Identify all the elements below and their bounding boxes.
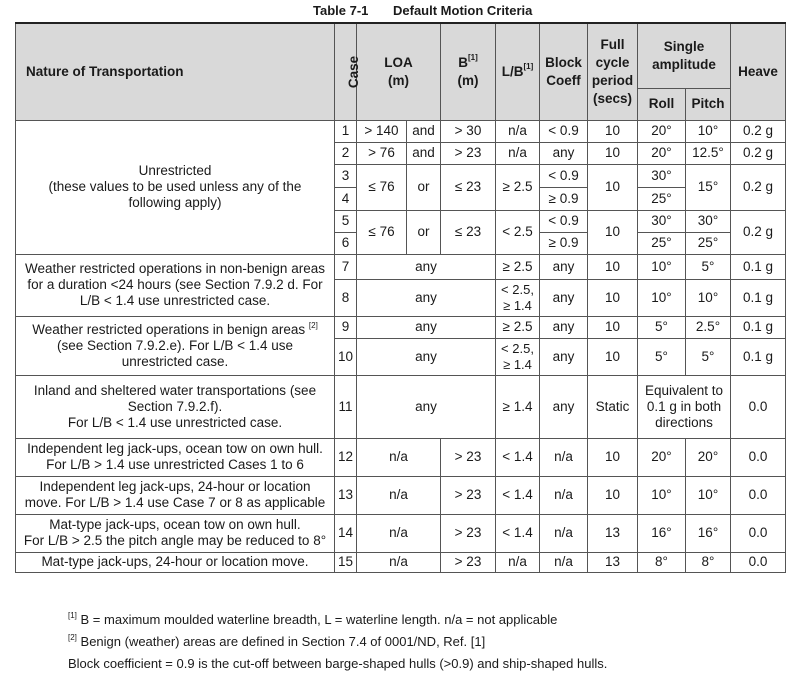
lb-value: ≥ 1.4 — [496, 375, 540, 438]
header-single-amplitude: Single amplitude — [638, 23, 731, 88]
b-value: ≤ 23 — [441, 210, 496, 254]
loa-value: n/a — [357, 514, 441, 552]
b-value: > 30 — [441, 120, 496, 142]
header-heave: Heave — [731, 23, 786, 120]
heave-value: 0.2 g — [731, 164, 786, 210]
cb-value: any — [540, 254, 588, 279]
header-row — [16, 23, 786, 88]
roll-value: 30° — [638, 164, 686, 187]
period-value: 10 — [588, 254, 638, 279]
loa-value: n/a — [357, 438, 441, 476]
b-value: > 23 — [441, 552, 496, 572]
dims-value: any — [357, 338, 496, 375]
case-number: 7 — [335, 254, 357, 279]
lb-value: ≥ 2.5 — [496, 164, 540, 210]
heave-value: 0.0 — [731, 438, 786, 476]
period-value: 10 — [588, 338, 638, 375]
pitch-value: 8° — [686, 552, 731, 572]
loa-value: ≤ 76 — [357, 210, 407, 254]
header-roll: Roll — [638, 88, 686, 120]
period-value: 10 — [588, 438, 638, 476]
period-value: Static — [588, 375, 638, 438]
b-value: > 23 — [441, 476, 496, 514]
roll-value: 25° — [638, 232, 686, 254]
heave-value: 0.2 g — [731, 142, 786, 164]
nature-weather-benign: Weather restricted operations in benign areas [2] (see Section 7.9.2.e). For L/B < 1.4 use unrestricted case. — [16, 316, 335, 375]
case-number: 12 — [335, 438, 357, 476]
loa-value: n/a — [357, 552, 441, 572]
loa-b-conjunction: and — [407, 120, 441, 142]
pitch-value: 20° — [686, 438, 731, 476]
cb-value: < 0.9 — [540, 164, 588, 187]
header-lb: L/B[1] — [496, 23, 540, 120]
lb-value: < 2.5 — [496, 210, 540, 254]
header-pitch: Pitch — [686, 88, 731, 120]
cb-value: ≥ 0.9 — [540, 232, 588, 254]
footnote-2: [2] Benign (weather) areas are defined in Section 7.4 of 0001/ND, Ref. [1] — [68, 633, 486, 649]
pitch-value: 15° — [686, 164, 731, 210]
table-row — [16, 254, 786, 279]
amplitude-equivalent: Equivalent to 0.1 g in both directions — [638, 375, 731, 438]
header-case: Case — [335, 23, 357, 120]
period-value: 10 — [588, 164, 638, 210]
loa-b-conjunction: or — [407, 210, 441, 254]
table-row — [16, 476, 786, 514]
case-number: 4 — [335, 187, 357, 210]
cb-value: any — [540, 316, 588, 338]
table-caption — [0, 0, 800, 22]
dims-value: any — [357, 316, 496, 338]
nature-inland-sheltered: Inland and sheltered water transportations (see Section 7.9.2.f). For L/B < 1.4 use unrestricted case. — [16, 375, 335, 438]
loa-value: ≤ 76 — [357, 164, 407, 210]
period-value: 10 — [588, 316, 638, 338]
footnote-block-coefficient: Block coefficient = 0.9 is the cut-off between barge-shaped hulls (>0.9) and ship-shaped hulls. — [68, 656, 608, 671]
case-number: 8 — [335, 279, 357, 316]
pitch-value: 5° — [686, 254, 731, 279]
pitch-value: 10° — [686, 476, 731, 514]
heave-value: 0.0 — [731, 552, 786, 572]
case-number: 11 — [335, 375, 357, 438]
case-number: 14 — [335, 514, 357, 552]
pitch-value: 16° — [686, 514, 731, 552]
case-number: 6 — [335, 232, 357, 254]
dims-value: any — [357, 375, 496, 438]
case-number: 10 — [335, 338, 357, 375]
lb-value: ≥ 2.5 — [496, 316, 540, 338]
roll-value: 20° — [638, 438, 686, 476]
roll-value: 25° — [638, 187, 686, 210]
lb-value: n/a — [496, 552, 540, 572]
period-value: 10 — [588, 210, 638, 254]
cb-value: n/a — [540, 476, 588, 514]
case-number: 13 — [335, 476, 357, 514]
roll-value: 20° — [638, 120, 686, 142]
b-value: > 23 — [441, 438, 496, 476]
footnote-1: [1] B = maximum moulded waterline breadth, L = waterline length. n/a = not applicable — [68, 611, 558, 627]
b-value: > 23 — [441, 514, 496, 552]
table-row — [16, 438, 786, 476]
roll-value: 10° — [638, 254, 686, 279]
b-value: ≤ 23 — [441, 164, 496, 210]
period-value: 13 — [588, 552, 638, 572]
roll-value: 10° — [638, 279, 686, 316]
pitch-value: 12.5° — [686, 142, 731, 164]
pitch-value: 30° — [686, 210, 731, 232]
heave-value: 0.1 g — [731, 316, 786, 338]
period-value: 10 — [588, 279, 638, 316]
heave-value: 0.1 g — [731, 279, 786, 316]
cb-value: any — [540, 142, 588, 164]
heave-value: 0.2 g — [731, 210, 786, 254]
roll-value: 5° — [638, 316, 686, 338]
lb-value: < 1.4 — [496, 514, 540, 552]
cb-value: any — [540, 375, 588, 438]
period-value: 10 — [588, 142, 638, 164]
case-number: 5 — [335, 210, 357, 232]
nature-mat-type-24h: Mat-type jack-ups, 24-hour or location move. — [16, 552, 335, 572]
heave-value: 0.2 g — [731, 120, 786, 142]
header-block-coeff: Block Coeff — [540, 23, 588, 120]
nature-independent-leg-24h: Independent leg jack-ups, 24-hour or location move. For L/B > 1.4 use Case 7 or 8 as applicable — [16, 476, 335, 514]
pitch-value: 5° — [686, 338, 731, 375]
dims-value: any — [357, 279, 496, 316]
case-number: 15 — [335, 552, 357, 572]
lb-value: < 2.5, ≥ 1.4 — [496, 279, 540, 316]
heave-value: 0.1 g — [731, 254, 786, 279]
heave-value: 0.0 — [731, 375, 786, 438]
heave-value: 0.0 — [731, 476, 786, 514]
nature-weather-non-benign: Weather restricted operations in non-benign areas for a duration <24 hours (see Section 7.9.2 d. For L/B < 1.4 use unrestricted case. — [16, 254, 335, 316]
cb-value: ≥ 0.9 — [540, 187, 588, 210]
roll-value: 5° — [638, 338, 686, 375]
table-row — [16, 552, 786, 572]
case-number: 3 — [335, 164, 357, 187]
loa-b-conjunction: or — [407, 164, 441, 210]
loa-b-conjunction: and — [407, 142, 441, 164]
period-value: 10 — [588, 476, 638, 514]
header-b: B[1] (m) — [441, 23, 496, 120]
roll-value: 10° — [638, 476, 686, 514]
cb-value: n/a — [540, 514, 588, 552]
lb-value: < 2.5, ≥ 1.4 — [496, 338, 540, 375]
case-number: 2 — [335, 142, 357, 164]
roll-value: 16° — [638, 514, 686, 552]
loa-value: n/a — [357, 476, 441, 514]
nature-independent-leg-ocean: Independent leg jack-ups, ocean tow on own hull. For L/B > 1.4 use unrestricted Cases 1 to 6 — [16, 438, 335, 476]
header-period: Full cycle period (secs) — [588, 23, 638, 120]
lb-value: n/a — [496, 120, 540, 142]
loa-value: > 140 — [357, 120, 407, 142]
nature-unrestricted: Unrestricted (these values to be used unless any of the following apply) — [16, 120, 335, 254]
dims-value: any — [357, 254, 496, 279]
b-value: > 23 — [441, 142, 496, 164]
cb-value: < 0.9 — [540, 120, 588, 142]
roll-value: 30° — [638, 210, 686, 232]
heave-value: 0.1 g — [731, 338, 786, 375]
table-row — [16, 120, 786, 142]
table-title: Default Motion Criteria — [393, 3, 533, 18]
table-row — [16, 375, 786, 438]
case-number: 1 — [335, 120, 357, 142]
cb-value: n/a — [540, 438, 588, 476]
lb-value: < 1.4 — [496, 476, 540, 514]
table-row — [16, 316, 786, 338]
heave-value: 0.0 — [731, 514, 786, 552]
pitch-value: 10° — [686, 120, 731, 142]
cb-value: n/a — [540, 552, 588, 572]
roll-value: 8° — [638, 552, 686, 572]
motion-criteria-table — [15, 22, 786, 573]
nature-mat-type-ocean: Mat-type jack-ups, ocean tow on own hull. For L/B > 2.5 the pitch angle may be reduced to 8° — [16, 514, 335, 552]
case-number: 9 — [335, 316, 357, 338]
cb-value: < 0.9 — [540, 210, 588, 232]
table-number: Table 7-1 — [313, 3, 369, 18]
pitch-value: 25° — [686, 232, 731, 254]
pitch-value: 10° — [686, 279, 731, 316]
period-value: 13 — [588, 514, 638, 552]
pitch-value: 2.5° — [686, 316, 731, 338]
cb-value: any — [540, 338, 588, 375]
header-nature: Nature of Transportation — [16, 23, 335, 120]
lb-value: n/a — [496, 142, 540, 164]
table-row — [16, 514, 786, 552]
cb-value: any — [540, 279, 588, 316]
period-value: 10 — [588, 120, 638, 142]
lb-value: < 1.4 — [496, 438, 540, 476]
header-loa: LOA (m) — [357, 23, 441, 120]
lb-value: ≥ 2.5 — [496, 254, 540, 279]
loa-value: > 76 — [357, 142, 407, 164]
roll-value: 20° — [638, 142, 686, 164]
